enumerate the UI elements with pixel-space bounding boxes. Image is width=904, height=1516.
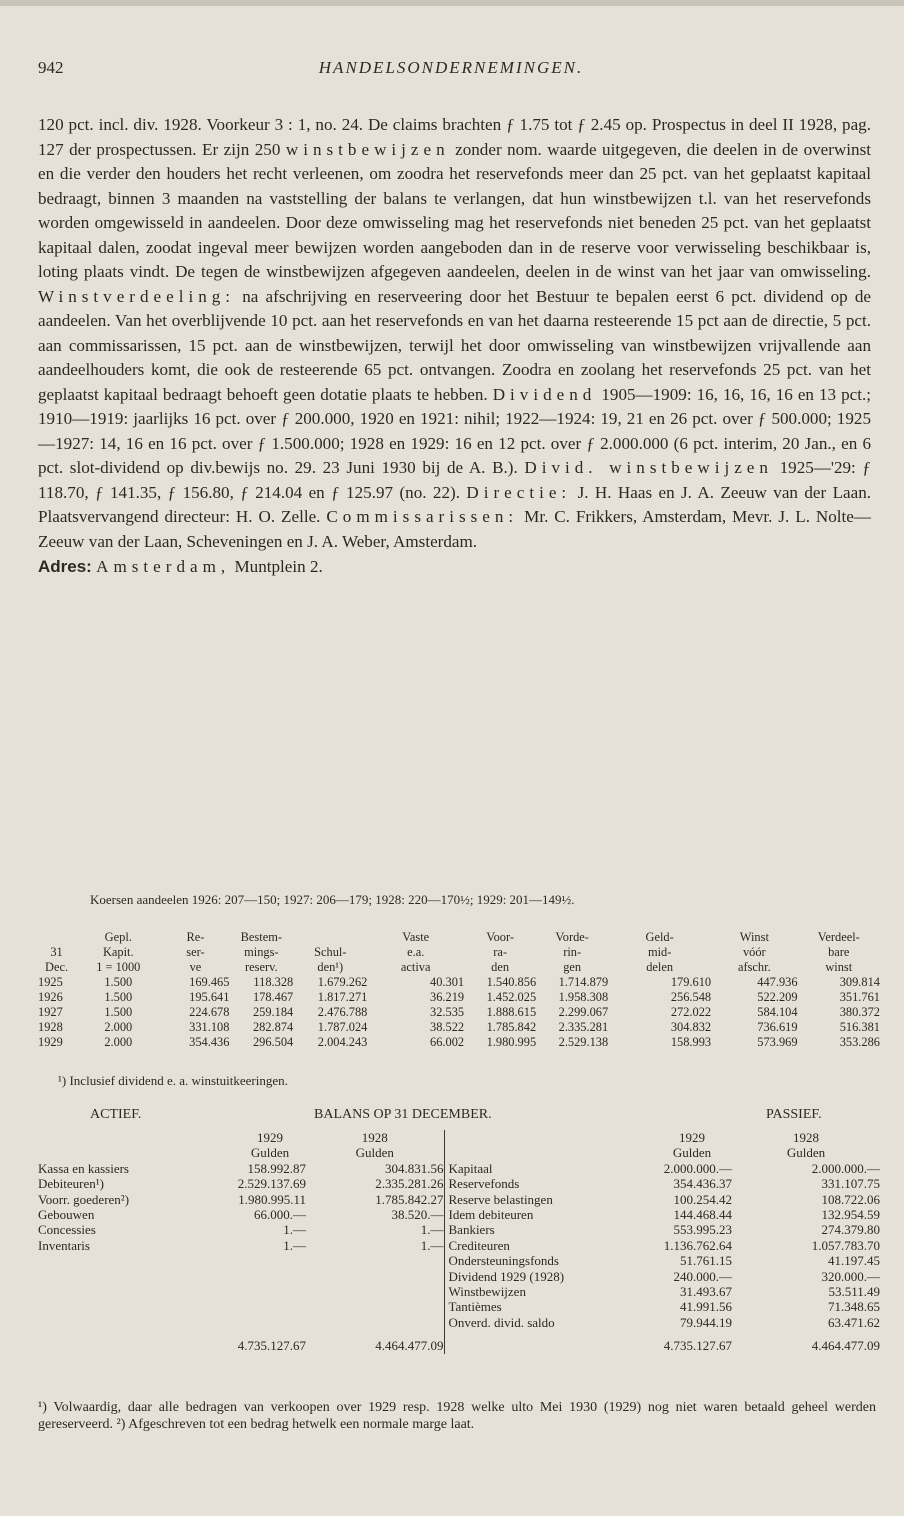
blank-cell [444,1130,642,1145]
blank-cell [234,1253,306,1268]
financial-header-cell: den [491,960,510,974]
blank-cell [222,1330,234,1353]
passief-item-1928: 1.057.783.70 [811,1237,880,1253]
blank-cell [234,1315,306,1330]
financial-header-cell [293,930,367,945]
year-cell: 1925 [38,975,63,989]
blank-cell [642,1192,652,1207]
blank-cell [234,1284,306,1299]
page-number: 942 [38,58,64,77]
financial-cell: 1.958.308 [558,990,609,1004]
financial-table-header [38,930,880,975]
financial-header-cell: Vaste [402,930,430,944]
blank-cell [222,1238,234,1253]
balance-row [38,1192,880,1207]
financial-cell: 1.540.856 [486,975,537,989]
financial-cell: 736.619 [757,1020,798,1034]
blank-cell [444,1330,642,1353]
balance-row [38,1253,880,1268]
text-winstbewijzen: zonder nom. waarde uitgegeven, die deelen in de overwinst en die verder den houders het recht verleenen, om zoodra het reservefonds meer dan 25 pct. van het geplaatst kapitaal bedraagt, binnen 3 maanden na vaststelling der balans te verlangen, dat hun winstbewijzen t.l. van het reservefonds worden omgewisseld in aandeelen. Door deze omwisseling mag het reservefonds niet beneden 25 pct. van het geplaatst kapitaal dalen, zoodat ingeval meer bewijzen worden aangeboden dan in de reserve voor verwisseling beschikbaar is, loting plaats vindt. De tegen de winstbewijzen afgegeven aandeelen, deelen in de winst van het jaar van omwisseling. [38,139,872,281]
financial-cell: 304.832 [670,1020,712,1034]
financial-cell: 1.888.615 [486,1005,537,1019]
spaced-winstbewijzen: winstbewijzen [285,139,450,159]
passief-unit-1928: Gulden [786,1145,826,1161]
actief-item-1928: 304.831.56 [385,1160,444,1176]
passief-item-1928: 108.722.06 [821,1191,880,1207]
financial-table-body [38,975,880,1050]
financial-cell: 2.299.067 [558,1005,609,1019]
actief-item-1928: 2.335.281.26 [375,1176,444,1192]
blank-cell [642,1315,652,1330]
financial-cell: 66.002 [430,1035,465,1049]
financial-cell: 1.452.025 [486,990,537,1004]
blank-cell [38,1269,222,1284]
actief-total-1929: 4.735.127.67 [237,1338,306,1354]
balance-year-row [38,1130,880,1145]
blank-cell [642,1161,652,1176]
financial-row [38,975,880,990]
main-paragraph [38,113,871,554]
blank-cell [642,1130,652,1145]
financial-cell: 2.000 [104,1035,133,1049]
blank-cell [222,1269,234,1284]
company-description [38,113,871,580]
actief-item-label: Inventaris [38,1237,90,1253]
balance-footnotes: ¹) Volwaardig, daar alle bedragen van verkoopen over 1929 resp. 1928 welke ulto Mei 1930 (1929) nog niet waren betaald geheel werden gereserveerd. ²) Afgeschreven tot een bedrag hetwelk een normale marge laat. [38,1400,876,1432]
passief-total-1929: 4.735.127.67 [663,1338,732,1354]
passief-item-1929: 144.468.44 [673,1207,732,1223]
passief-item-label: Idem debiteuren [444,1207,642,1222]
actief-item-1928: 1.— [420,1237,444,1253]
blank-cell [38,1315,222,1330]
financial-cell: 1.679.262 [317,975,368,989]
address-label: Adres: [38,557,92,576]
passief-item-1928: 331.107.75 [821,1176,880,1192]
financial-cell: 573.969 [757,1035,798,1049]
actief-item-1929: 158.992.87 [247,1160,306,1176]
financial-header-cell: reserv. [245,960,278,974]
actief-item-label: Debiteuren¹) [38,1176,104,1192]
financial-header-cell: Schul- [314,945,347,959]
financial-cell: 1.500 [104,975,133,989]
blank-cell [642,1330,652,1353]
blank-cell [642,1238,652,1253]
financial-header-cell: den¹) [317,960,344,974]
financial-header-cell: ve [189,960,202,974]
balance-unit-row [38,1145,880,1160]
text-commissarissen: Mr. C. Frikkers, Amsterdam, Mevr. J. L. Nolte—Zeeuw van der Laan, Scheveningen en J. A. Weber, Amsterdam. [38,507,871,551]
financial-cell: 32.535 [430,1005,465,1019]
balance-row [38,1269,880,1284]
text-directie: J. H. Haas en J. A. Zeeuw van der Laan. Plaatsvervangend directeur: H. O. Zelle. [38,482,872,526]
passief-item-1929: 354.436.37 [673,1176,732,1192]
running-head: HANDELSONDERNEMINGEN. [318,58,584,77]
financial-cell: 1.787.024 [317,1020,368,1034]
financial-row [38,1035,880,1050]
passief-item-1928: 63.471.62 [828,1314,880,1330]
financial-summary-table [38,930,880,1050]
financial-header-cell: Voor- [486,930,514,944]
passief-item-1928: 71.348.65 [828,1299,880,1315]
financial-cell: 259.184 [252,1005,294,1019]
financial-row [38,990,880,1005]
financial-cell: 2.000 [104,1020,133,1034]
blank-cell [306,1253,444,1268]
financial-cell: 158.993 [670,1035,712,1049]
spaced-directie: Directie: [466,482,572,502]
financial-header-cell: activa [400,960,431,974]
actief-item-1929: 66.000.— [254,1207,306,1223]
financial-footnote: ¹) Inclusief dividend e. a. winstuitkeeringen. [58,1073,288,1088]
text-winstverdeeling: na afschrijving en reserveering door het Bestuur te bepalen eerst 6 pct. dividend op de aandeelen. Van het overblijvende 10 pct. aan het reservefonds en van het daarna resteerende 15 pct aan de directie, 5 pct. aan commissarissen, 15 pct. aan de winstbewijzen, terwijl het door omwisseling van winstbewijzen vrijvallende aan aandeelhouders komt, die ook de resteerende 65 pct. ontvangen. Zoodra en zoolang het reservefonds 25 pct. van het geplaatst kapitaal bedraagt behoeft geen dotatie plaats te hebben. [38,286,871,404]
financial-cell: 179.610 [670,975,712,989]
spaced-commissarissen: Commissarissen: [326,507,519,526]
financial-cell: 195.641 [189,990,230,1004]
actief-year-1929: 1929 [257,1130,283,1145]
actief-item-1929: 1.— [283,1237,306,1253]
blank-cell [234,1269,306,1284]
blank-cell [642,1145,652,1160]
financial-cell: 354.436 [189,1035,230,1049]
blank-cell [444,1145,642,1160]
blank-cell [222,1253,234,1268]
passief-item-1928: 132.954.59 [821,1207,880,1223]
passief-item-1928: 274.379.80 [821,1222,880,1238]
actief-year-1928: 1928 [361,1130,388,1145]
passief-item-1929: 51.761.15 [680,1253,732,1269]
spaced-winstverdeeling: Winstverdeeling: [38,286,236,306]
blank-cell [38,1299,222,1314]
financial-header-cell: vóór [742,945,766,959]
actief-item-1928: 38.520.— [391,1207,444,1223]
blank-cell [306,1284,444,1299]
balance-row [38,1299,880,1314]
blank-cell [222,1284,234,1299]
blank-cell [642,1222,652,1237]
blank-cell [222,1145,234,1160]
page-top-edge [0,0,904,6]
blank-cell [38,1145,222,1160]
blank-cell [222,1161,234,1176]
balance-sheet-table [38,1130,880,1354]
financial-header-cell: Vorde- [555,930,589,944]
passief-total-1928: 4.464.477.09 [811,1338,880,1354]
financial-cell: 353.286 [839,1035,880,1049]
spaced-divid-winstbewijzen: Divid. winstbewijzen [524,458,773,477]
passief-item-1928: 2.000.000.— [811,1160,880,1176]
passief-item-1929: 31.493.67 [680,1284,732,1300]
blank-cell [222,1299,234,1314]
balance-headings [38,1107,871,1125]
passief-item-1928: 320.000.— [821,1268,880,1284]
blank-cell [642,1253,652,1268]
financial-header-cell: Verdeel- [817,930,860,944]
financial-header-cell: Dec. [45,960,69,974]
financial-header-row [38,930,880,945]
financial-header-cell: winst [825,960,853,974]
financial-header-cell: Gepl. [104,930,132,944]
financial-row [38,1005,880,1020]
blank-cell [642,1299,652,1314]
financial-cell: 224.678 [189,1005,230,1019]
text-prospectus: 120 pct. incl. div. 1928. Voorkeur 3 : 1, no. 24. De claims brachten ƒ 1.75 tot ƒ 2.45 op. Prospectus in deel II 1928, pag. 127 der prospectussen. Er zijn 250 [38,115,871,159]
financial-cell: 309.814 [839,975,880,989]
blank-cell [222,1176,234,1191]
actief-item-1928: 1.785.842.27 [375,1191,444,1207]
financial-cell: 118.328 [253,975,294,989]
financial-cell: 380.372 [839,1005,880,1019]
blank-cell [38,1284,222,1299]
passief-item-1929: 240.000.— [673,1268,732,1284]
balance-row [38,1207,880,1222]
year-cell: 1926 [38,990,63,1004]
financial-header-cell: Re- [186,930,205,944]
passief-item-1929: 1.136.762.64 [663,1237,732,1253]
share-prices-line: Koersen aandeelen 1926: 207—150; 1927: 206—179; 1928: 220—170½; 1929: 201—149½. [90,892,575,907]
financial-header-cell: Geld- [645,930,674,944]
financial-header-cell: mid- [647,945,672,959]
financial-header-cell: mings- [244,945,279,959]
passief-item-label: Reserve belastingen [444,1192,642,1207]
financial-cell: 584.104 [757,1005,798,1019]
blank-cell [642,1284,652,1299]
financial-cell: 516.381 [839,1020,880,1034]
blank-cell [38,1330,222,1353]
financial-cell: 1.500 [104,990,133,1004]
financial-cell: 2.004.243 [317,1035,368,1049]
financial-cell: 447.936 [757,975,798,989]
financial-header-cell: e.a. [407,945,425,959]
financial-row [38,1020,880,1035]
actief-total-1928: 4.464.477.09 [375,1338,444,1354]
actief-item-label: Gebouwen [38,1207,95,1223]
blank-cell [306,1315,444,1330]
passief-item-label: Onverd. divid. saldo [444,1315,642,1330]
actief-item-1929: 2.529.137.69 [237,1176,306,1192]
address-street: Muntplein 2. [234,557,323,576]
financial-header-row [38,945,880,960]
passief-item-label: Kapitaal [444,1161,642,1176]
financial-cell: 331.108 [189,1020,230,1034]
passief-item-label: Ondersteuningsfonds [444,1253,642,1268]
passief-item-1929: 553.995.23 [673,1222,732,1238]
financial-header-cell: 1 = 1000 [96,960,141,974]
blank-cell [306,1299,444,1314]
actief-unit-1928: Gulden [355,1145,394,1161]
blank-cell [222,1315,234,1330]
financial-cell: 40.301 [430,975,465,989]
actief-item-1929: 1.980.995.11 [238,1191,306,1207]
actief-item-label: Kassa en kassiers [38,1160,129,1176]
financial-header-cell: Winst [739,930,769,944]
financial-cell: 522.209 [757,990,798,1004]
balance-row [38,1284,880,1299]
balance-total-row [38,1330,880,1353]
blank-cell [222,1192,234,1207]
financial-header-cell: bare [828,945,850,959]
financial-header-cell [38,930,75,945]
passief-item-label: Bankiers [444,1222,642,1237]
actief-item-1928: 1.— [420,1222,444,1238]
balance-row [38,1238,880,1253]
financial-cell: 351.761 [839,990,880,1004]
actief-heading: ACTIEF. [90,1107,142,1122]
financial-cell: 1.785.842 [486,1020,537,1034]
blank-cell [234,1299,306,1314]
balance-row [38,1176,880,1191]
blank-cell [38,1253,222,1268]
passief-item-1928: 41.197.45 [828,1253,880,1269]
financial-header-cell: afschr. [737,960,771,974]
blank-cell [642,1176,652,1191]
financial-cell: 1.817.271 [317,990,368,1004]
financial-header-cell: Kapit. [102,945,134,959]
spaced-dividend: Dividend [492,384,597,404]
blank-cell [642,1207,652,1222]
actief-item-label: Concessies [38,1222,96,1238]
financial-cell: 38.522 [430,1020,465,1034]
financial-header-row [38,960,880,975]
passief-item-label: Tantièmes [444,1299,642,1314]
address-line [38,555,871,580]
passief-unit-1929: Gulden [672,1145,712,1161]
financial-cell: 296.504 [252,1035,294,1049]
blank-cell [306,1269,444,1284]
financial-cell: 2.476.788 [317,1005,368,1019]
blank-cell [38,1130,222,1145]
financial-cell: 282.874 [252,1020,294,1034]
balance-title: BALANS OP 31 DECEMBER. [314,1107,492,1122]
financial-header-cell: Bestem- [240,930,282,944]
financial-cell: 2.335.281 [558,1020,609,1034]
text-divid-winstbewijzen: 1925—'29: ƒ 118.70, ƒ 141.35, ƒ 156.80, ƒ 214.04 en ƒ 125.97 (no. 22). [38,458,871,502]
year-cell: 1929 [38,1035,63,1049]
passief-item-label: Crediteuren [444,1238,642,1253]
financial-cell: 272.022 [670,1005,712,1019]
financial-header-cell: delen [646,960,674,974]
financial-header-cell: ser- [186,945,205,959]
address-city: Amsterdam, [96,557,231,576]
blank-cell [222,1130,234,1145]
passief-item-label: Winstbewijzen [444,1284,642,1299]
passief-year-1928: 1928 [793,1130,819,1145]
financial-cell: 256.548 [670,990,712,1004]
passief-item-label: Dividend 1929 (1928) [444,1269,642,1284]
actief-unit-1929: Gulden [250,1145,290,1161]
blank-cell [642,1269,652,1284]
text-dividend: 1905—1909: 16, 16, 16, 16 en 13 pct.; 1910—1919: jaarlijks 16 pct. over ƒ 200.000, 1920 en 1921: nihil; 1922—1924: 19, 21 en 26 pct. over ƒ 500.000; 1925—1927: 14, 16 en 16 pct. over ƒ 1.500.000; 1928 en 1929: 16 en 12 pct. over ƒ 2.000.000 (6 pct. interim, 20 Jan., en 6 pct. slot-dividend op div.bewijs no. 29. 23 Juni 1930 bij de A. B.). [38,384,871,477]
passief-year-1929: 1929 [679,1130,705,1145]
balance-sheet-body [38,1130,880,1354]
blank-cell [222,1222,234,1237]
page-header [38,58,864,82]
actief-item-label: Voorr. goederen²) [38,1191,130,1207]
financial-cell: 1.500 [104,1005,133,1019]
financial-cell: 1.980.995 [486,1035,537,1049]
passief-item-label: Reservefonds [444,1176,642,1191]
financial-header-cell: 31 [50,945,63,959]
actief-item-1929: 1.— [283,1222,306,1238]
passief-item-1929: 2.000.000.— [663,1160,732,1176]
year-cell: 1928 [38,1020,63,1034]
financial-header-cell: ra- [493,945,507,959]
passief-item-1929: 100.254.42 [673,1191,732,1207]
passief-item-1929: 79.944.19 [680,1314,732,1330]
financial-cell: 2.529.138 [558,1035,609,1049]
passief-item-1928: 53.511.49 [828,1284,880,1300]
balance-row [38,1315,880,1330]
financial-cell: 169.465 [189,975,230,989]
year-cell: 1927 [38,1005,63,1019]
financial-cell: 178.467 [252,990,294,1004]
financial-cell: 36.219 [430,990,465,1004]
passief-item-1929: 41.991.56 [680,1299,732,1315]
blank-cell [222,1207,234,1222]
balance-row [38,1161,880,1176]
balance-row [38,1222,880,1237]
financial-header-cell: rin- [563,945,582,959]
passief-heading: PASSIEF. [766,1107,822,1122]
financial-header-cell: gen [563,960,582,974]
financial-cell: 1.714.879 [558,975,609,989]
